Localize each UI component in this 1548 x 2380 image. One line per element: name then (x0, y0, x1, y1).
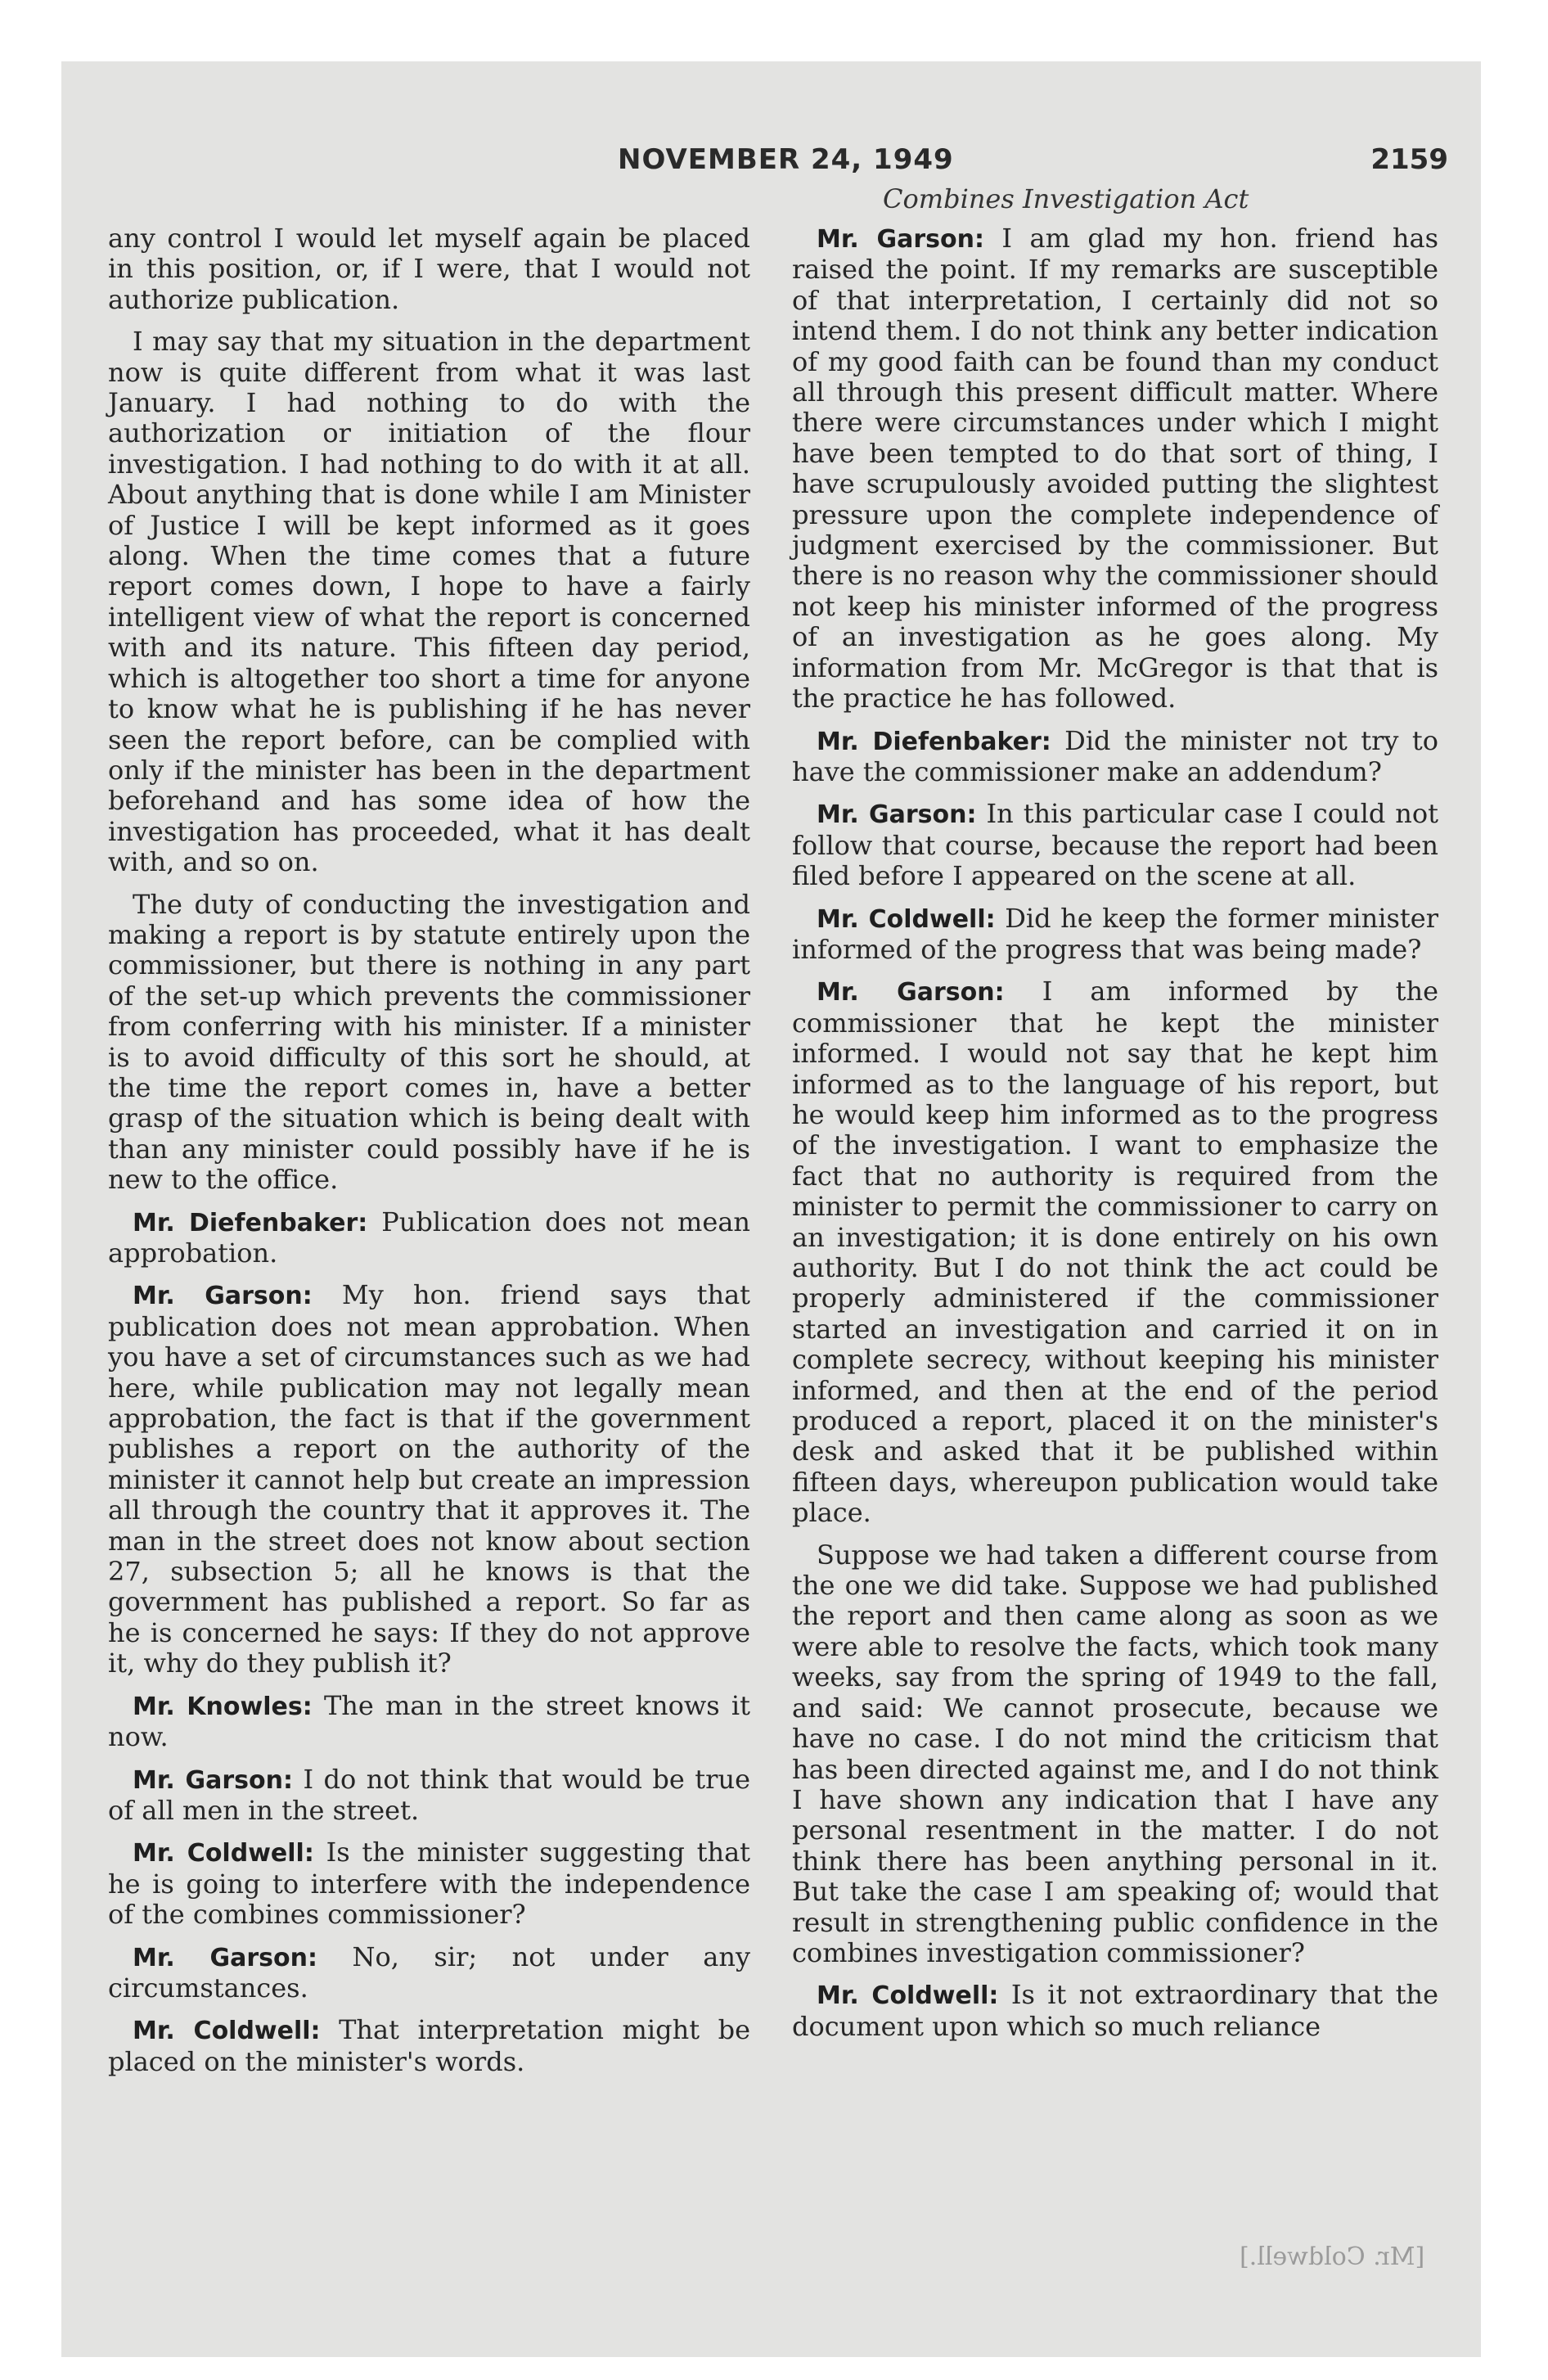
right-column (792, 223, 1438, 2042)
speech-text: Is the minister suggesting that he is going to interfere with the independence of the combines commissioner? (108, 1837, 751, 1931)
speech-text: In this particular case I could not follow that course, because the report had been filed before I appeared on the scene at all. (792, 798, 1438, 892)
speech-text: I do not think that would be true of all men in the street. (108, 1763, 751, 1826)
paragraph (108, 327, 750, 877)
speaker-name: Mr. Coldwell: (817, 1981, 999, 2011)
running-head: Combines Investigation Act (883, 183, 1249, 214)
speaker-name: Mr. Garson: (133, 1943, 318, 1972)
page-header-date: NOVEMBER 24, 1949 (618, 143, 954, 176)
speech-text: The man in the street knows it now. (108, 1689, 751, 1753)
bleed-through-text: [Mr. Coldwell.] (1240, 2243, 1425, 2271)
speaker-name: Mr. Garson: (817, 800, 977, 830)
paragraph (108, 890, 750, 1196)
speech-text: My hon. friend says that publication does not mean approbation. When you have a set of circumstances such as we had here, while publication may not legally mean approbation, the fact is that if the government publishes a report on the authority of the minister it cannot help but create an impression all through the country that it approves it. The man in the street does not know about section 27, subsection 5; all he knows is that the government has published a report. So far as he is concerned he says: If they do not approve it, why do they publish it? (108, 1279, 751, 1679)
paragraph-text: The duty of conducting the investigation and making a report is by statute entirely upon the commissioner, but there is nothing in any part of the set-up which prevents the commissioner from conferring with his minister. If a minister is to avoid difficulty of this sort he should, at the time the report comes in, have a better grasp of the situation which is being dealt with than any minister could possibly have if he is new to the office. (108, 888, 750, 1196)
speech (108, 1942, 750, 2004)
paragraph-text: any control I would let myself again be placed in this position, or, if I were, that I would not authorize publication. (108, 223, 750, 315)
speaker-name: Mr. Coldwell: (817, 904, 996, 934)
speaker-name: Mr. Garson: (133, 1282, 313, 1311)
speech (792, 223, 1438, 714)
paragraph (108, 223, 750, 315)
speech-text: I am informed by the commissioner that he kept the minister informed. I would not say that he kept him informed as to the language of his report, but he would keep him informed as to the progress of the investigation. I want to emphasize the fact that no authority is required from the minister to permit the commissioner to carry on an investigation; it is done entirely on his own authority. But I do not think the act could be properly administered if the commissioner started an investigation and carried it on in complete secrecy, without keeping his minister informed, and then at the end of the period produced a report, placed it on the minister's desk and asked that it be published within fifteen days, whereupon publication would take place. (792, 976, 1439, 1529)
speech (792, 976, 1438, 1528)
speaker-name: Mr. Coldwell: (133, 1839, 314, 1868)
scanned-page (61, 61, 1481, 2357)
speech (792, 904, 1438, 966)
speaker-name: Mr. Garson: (133, 1765, 293, 1795)
speech-text: Did he keep the former minister informed of the progress that was being made? (792, 902, 1438, 965)
speech-text: Did the minister not try to have the commissioner make an addendum? (792, 724, 1438, 787)
speech-text: That interpretation might be placed on the minister's words. (108, 2014, 751, 2077)
left-column (108, 223, 750, 2077)
speaker-name: Mr. Garson: (817, 225, 984, 254)
page-number: 2159 (1370, 143, 1448, 176)
speech (792, 799, 1438, 891)
speech (108, 2015, 750, 2077)
paragraph-text: Suppose we had taken a different course from the one we did take. Suppose we had published the report and then came along as soon as we were able to resolve the facts, which took many weeks, say from the spring of 1949 to the fall, and said: We cannot prosecute, because we have no case. I do not mind the criticism that has been directed against me, and I do not think I have shown any indication that I have any personal resentment in the matter. I do not think there has been anything personal in it. But take the case I am speaking of; would that result in strengthening public confidence in the combines investigation commissioner? (792, 1539, 1438, 1968)
speaker-name: Mr. Coldwell: (133, 2017, 321, 2046)
speech (108, 1207, 750, 1269)
speaker-name: Mr. Knowles: (133, 1692, 313, 1721)
speech (108, 1765, 750, 1827)
paragraph-text: I may say that my situation in the department now is quite different from what it was last January. I had nothing to do with the authorization or initiation of the flour investigation. I had nothing to do with it at all. About anything that is done while I am Minister of Justice I will be kept informed as it goes along. When the time comes that a future report comes down, I hope to have a fairly intelligent view of what the report is concerned with and its nature. This fifteen day period, which is altogether too short a time for anyone to know what he is publishing if he has never seen the report before, can be complied with only if the minister has been in the department beforehand and has some idea of how the investigation has proceeded, what it has dealt with, and so on. (108, 326, 750, 878)
speaker-name: Mr. Garson: (817, 978, 1005, 1007)
speech (108, 1837, 750, 1930)
speech (108, 1691, 750, 1753)
speech (792, 726, 1438, 788)
speech-text: Is it not extraordinary that the document upon which so much reliance (792, 1979, 1439, 2042)
speaker-name: Mr. Diefenbaker: (133, 1208, 368, 1237)
speech (792, 1980, 1438, 2042)
speaker-name: Mr. Diefenbaker: (817, 727, 1051, 756)
speech (108, 1280, 750, 1679)
speech-text: I am glad my hon. friend has raised the point. If my remarks are susceptible of that interpretation, I certainly did not so intend them. I do not think any better indication of my good faith can be found than my conduct all through this present difficult matter. Where there were circumstances under which I might have been tempted to do that sort of thing, I have scrupulously avoided putting the slightest pressure upon the complete independence of judgment exercised by the commissioner. But there is no reason why the commissioner should not keep his minister informed of the progress of an investigation as he goes along. My information from Mr. McGregor is that that is the practice he has followed. (792, 223, 1439, 714)
speech-text: No, sir; not under any circumstances. (108, 1941, 751, 2004)
speech-text: Publication does not mean approbation. (108, 1206, 751, 1269)
paragraph (792, 1540, 1438, 1969)
